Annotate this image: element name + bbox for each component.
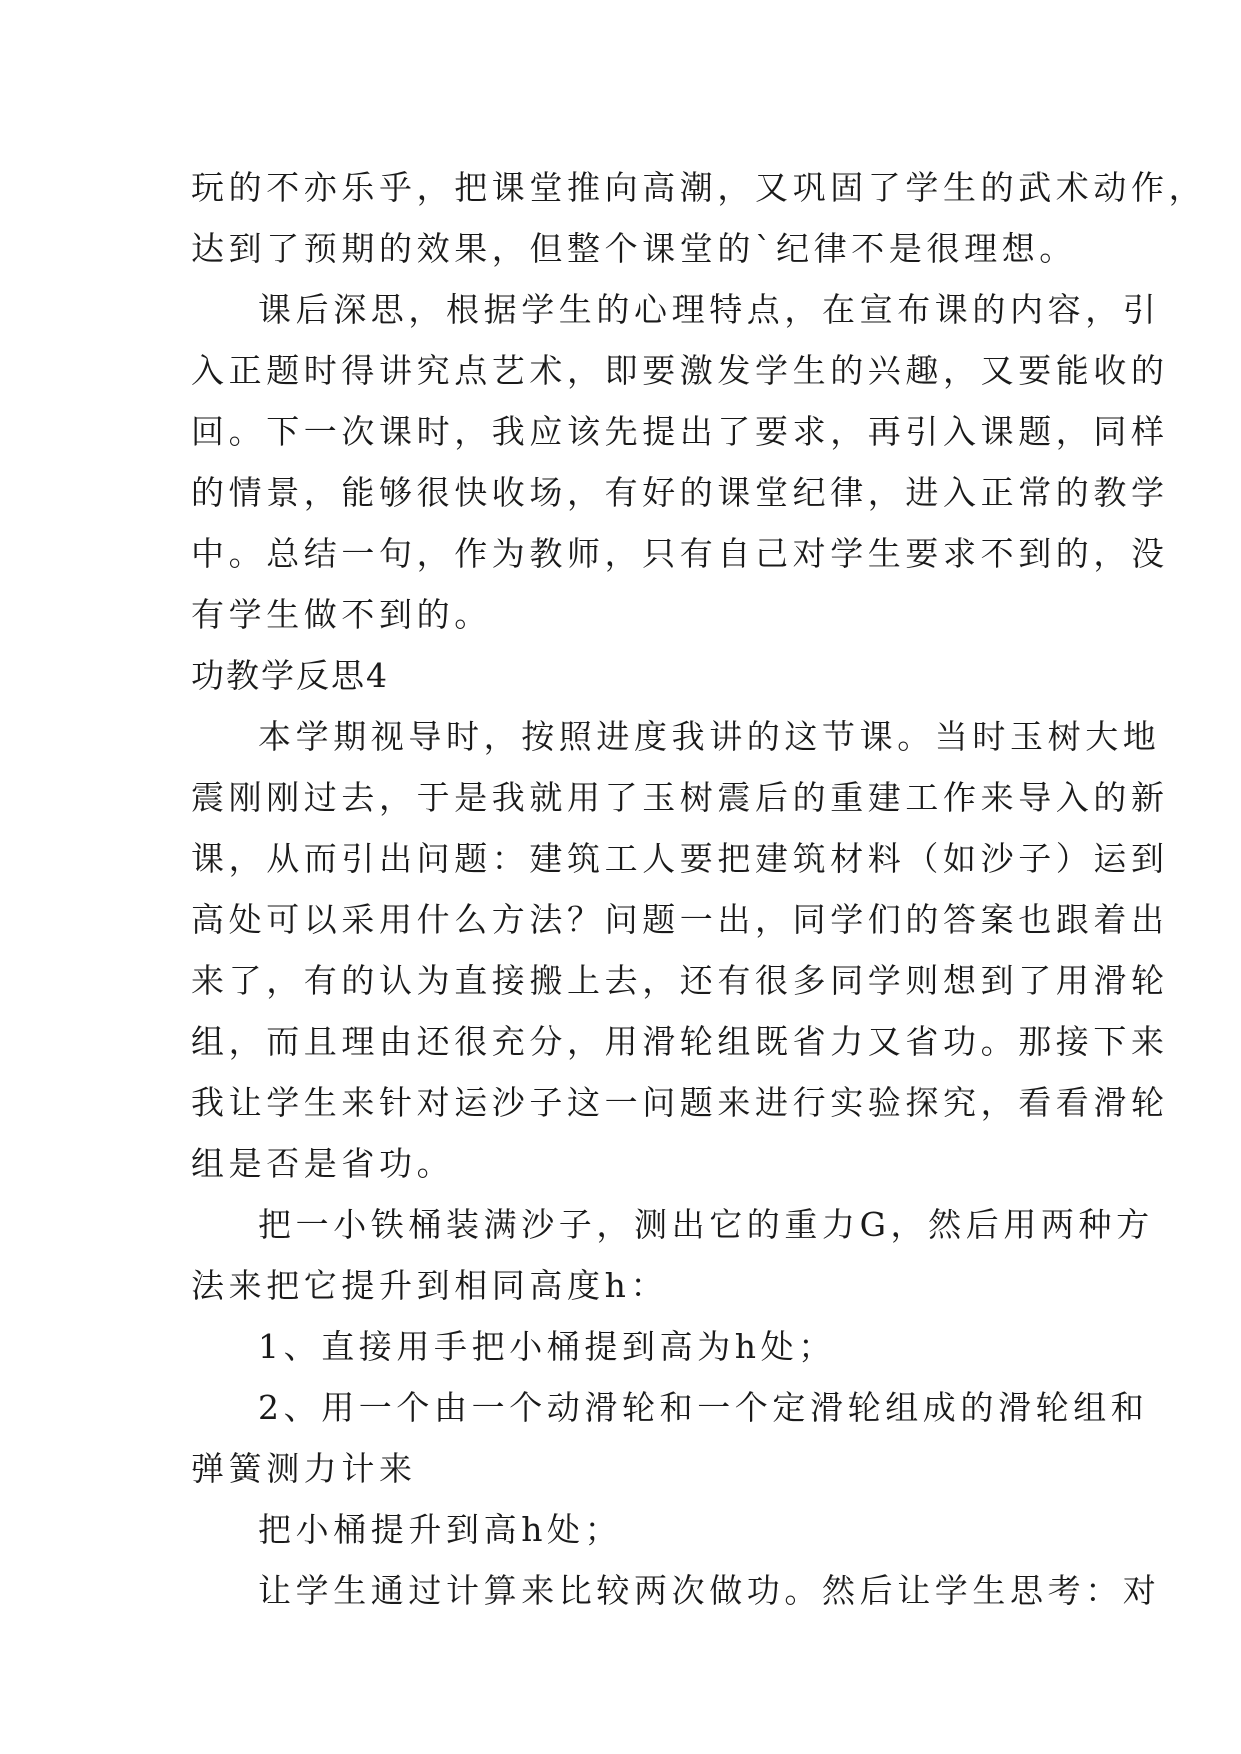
- text-line: 来了，有的认为直接搬上去，还有很多同学则想到了用滑轮: [191, 961, 1169, 1000]
- text-line: 玩的不亦乐乎，把课堂推向高潮，又巩固了学生的武术动作，: [191, 168, 1207, 207]
- text-line: 震刚刚过去，于是我就用了玉树震后的重建工作来导入的新: [191, 778, 1169, 817]
- list-item: 2、用一个由一个动滑轮和一个定滑轮组成的滑轮组和: [258, 1388, 1149, 1427]
- text-line: 中。总结一句，作为教师，只有自己对学生要求不到的，没: [191, 534, 1169, 573]
- paragraph-first-line: 课后深思，根据学生的心理特点，在宣布课的内容，引: [258, 290, 1161, 329]
- text-line: 组，而且理由还很充分，用滑轮组既省力又省功。那接下来: [191, 1022, 1169, 1061]
- text-line: 法来把它提升到相同高度h：: [191, 1266, 669, 1305]
- text-line: 入正题时得讲究点艺术，即要激发学生的兴趣，又要能收的: [191, 351, 1169, 390]
- text-line: 高处可以采用什么方法？问题一出，同学们的答案也跟着出: [191, 900, 1169, 939]
- paragraph-first-line: 让学生通过计算来比较两次做功。然后让学生思考：对: [258, 1571, 1161, 1610]
- paragraph-first-line: 把一小铁桶装满沙子，测出它的重力G，然后用两种方: [258, 1205, 1154, 1244]
- document-body: [191, 157, 1207, 1621]
- paragraph-first-line: 把小桶提升到高h处；: [258, 1510, 623, 1549]
- text-line: 组是否是省功。: [191, 1144, 455, 1183]
- text-line: 我让学生来针对运沙子这一问题来进行实验探究，看看滑轮: [191, 1083, 1169, 1122]
- text-line: 回。下一次课时，我应该先提出了要求，再引入课题，同样: [191, 412, 1169, 451]
- paragraph-first-line: 本学期视导时，按照进度我讲的这节课。当时玉树大地: [258, 717, 1161, 756]
- text-line: 达到了预期的效果，但整个课堂的`纪律不是很理想。: [191, 229, 1077, 268]
- text-line: 的情景，能够很快收场，有好的课堂纪律，进入正常的教学: [191, 473, 1169, 512]
- text-line: 有学生做不到的。: [191, 595, 492, 634]
- text-line: 课，从而引出问题：建筑工人要把建筑材料（如沙子）运到: [191, 839, 1169, 878]
- list-item: 1、直接用手把小桶提到高为h处；: [258, 1327, 836, 1366]
- section-heading: 功教学反思4: [191, 656, 389, 695]
- text-line: 弹簧测力计来: [191, 1449, 417, 1488]
